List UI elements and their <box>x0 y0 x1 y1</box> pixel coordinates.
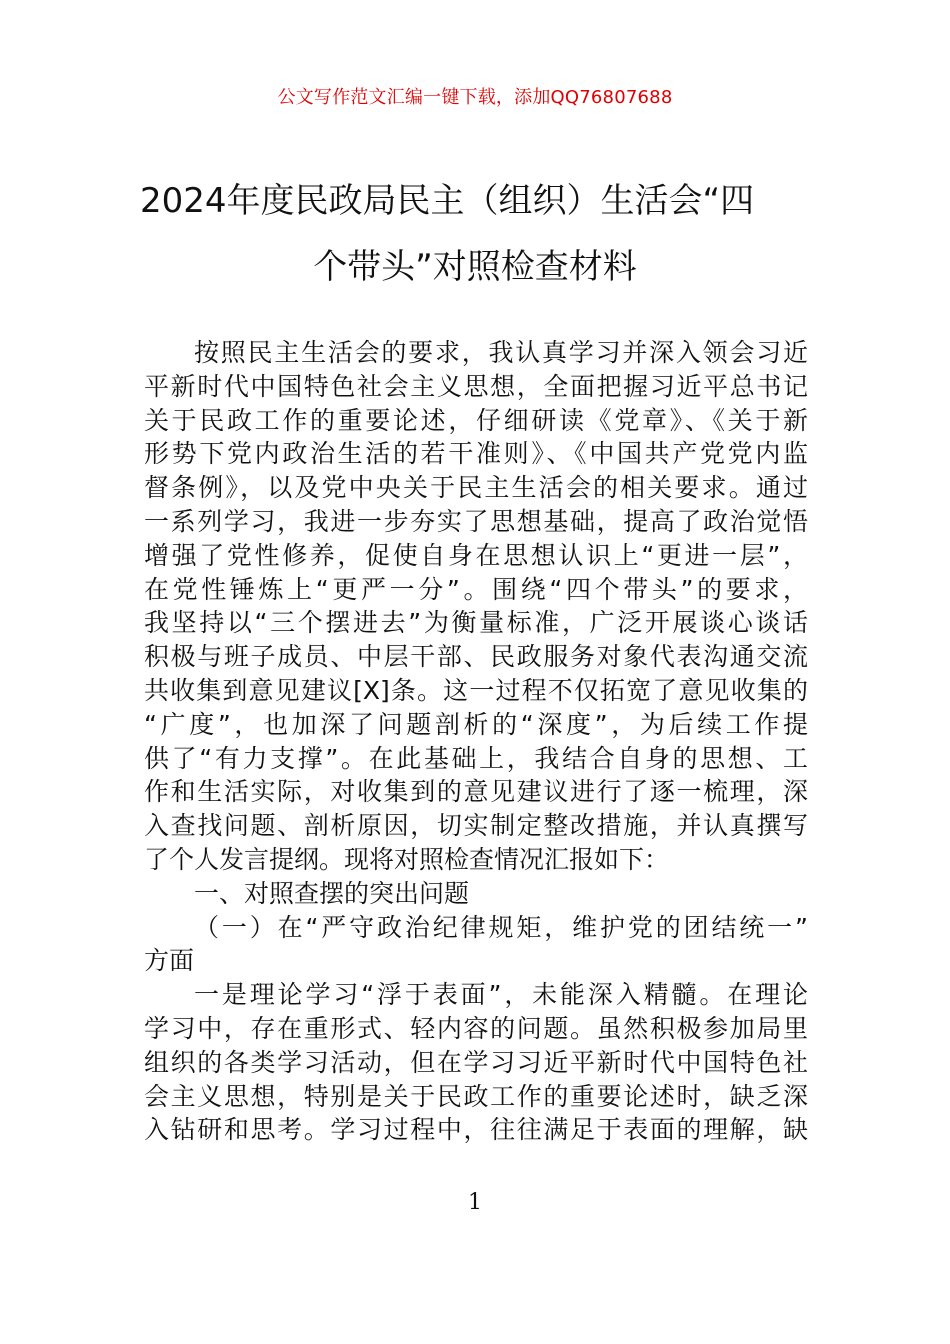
section-heading: 一、对照查摆的突出问题 <box>194 878 470 908</box>
text-line: 一是理论学习“浮于表面”，未能深入精髓。在理论 <box>194 980 808 1010</box>
text-line: 方面 <box>144 946 195 976</box>
subsection-heading <box>144 911 808 979</box>
text-line: “广度”，也加深了问题剖析的“深度”，为后续工作提 <box>144 709 808 739</box>
text-line: 组织的各类学习活动，但在学习习近平新时代中国特色社 <box>144 1047 808 1077</box>
document-body <box>144 336 808 1147</box>
intro-paragraph <box>144 336 808 877</box>
title-line-1: 2024年度民政局民主（组织）生活会“四 <box>140 181 755 221</box>
text-line: 增强了党性修养，促使自身在思想认识上“更进一层”， <box>144 540 808 570</box>
title-line-2: 个带头”对照检查材料 <box>313 247 637 287</box>
text-line: 形势下党内政治生活的若干准则》、《中国共产党党内监 <box>144 439 808 469</box>
text-line: 学习中，存在重形式、轻内容的问题。虽然积极参加局里 <box>144 1013 808 1043</box>
promo-banner: 公文写作范文汇编一键下载，添加QQ76807688 <box>277 87 673 108</box>
text-line: 入查找问题、剖析原因，切实制定整改措施，并认真撰写 <box>144 811 808 841</box>
text-line: 一系列学习，我进一步夯实了思想基础，提高了政治觉悟 <box>144 506 808 536</box>
text-line: 在党性锤炼上“更严一分”。围绕“四个带头”的要求， <box>144 574 808 604</box>
text-line: 按照民主生活会的要求，我认真学习并深入领会习近 <box>194 338 808 367</box>
text-line: （一）在“严守政治纪律规矩，维护党的团结统一” <box>194 912 808 942</box>
document-title <box>140 168 810 300</box>
problem-paragraph <box>144 978 808 1147</box>
text-line: 会主义思想，特别是关于民政工作的重要论述时，缺乏深 <box>144 1081 808 1111</box>
text-line: 积极与班子成员、中层干部、民政服务对象代表沟通交流 <box>144 642 808 672</box>
page-number: 1 <box>468 1190 482 1215</box>
text-line: 供了“有力支撑”。在此基础上，我结合自身的思想、工 <box>144 743 808 773</box>
text-line: 共收集到意见建议[X]条。这一过程不仅拓宽了意见收集的 <box>144 675 808 705</box>
text-line: 入钻研和思考。学习过程中，往往满足于表面的理解，缺 <box>144 1115 808 1145</box>
text-line: 督条例》，以及党中央关于民主生活会的相关要求。通过 <box>144 473 808 503</box>
text-line: 平新时代中国特色社会主义思想，全面把握习近平总书记 <box>144 371 808 401</box>
text-line: 作和生活实际，对收集到的意见建议进行了逐一梳理，深 <box>144 777 808 807</box>
text-line: 我坚持以“三个摆进去”为衡量标准，广泛开展谈心谈话 <box>144 608 808 638</box>
text-line: 了个人发言提纲。现将对照检查情况汇报如下： <box>144 844 670 874</box>
text-line: 关于民政工作的重要论述，仔细研读《党章》、《关于新 <box>144 405 808 435</box>
